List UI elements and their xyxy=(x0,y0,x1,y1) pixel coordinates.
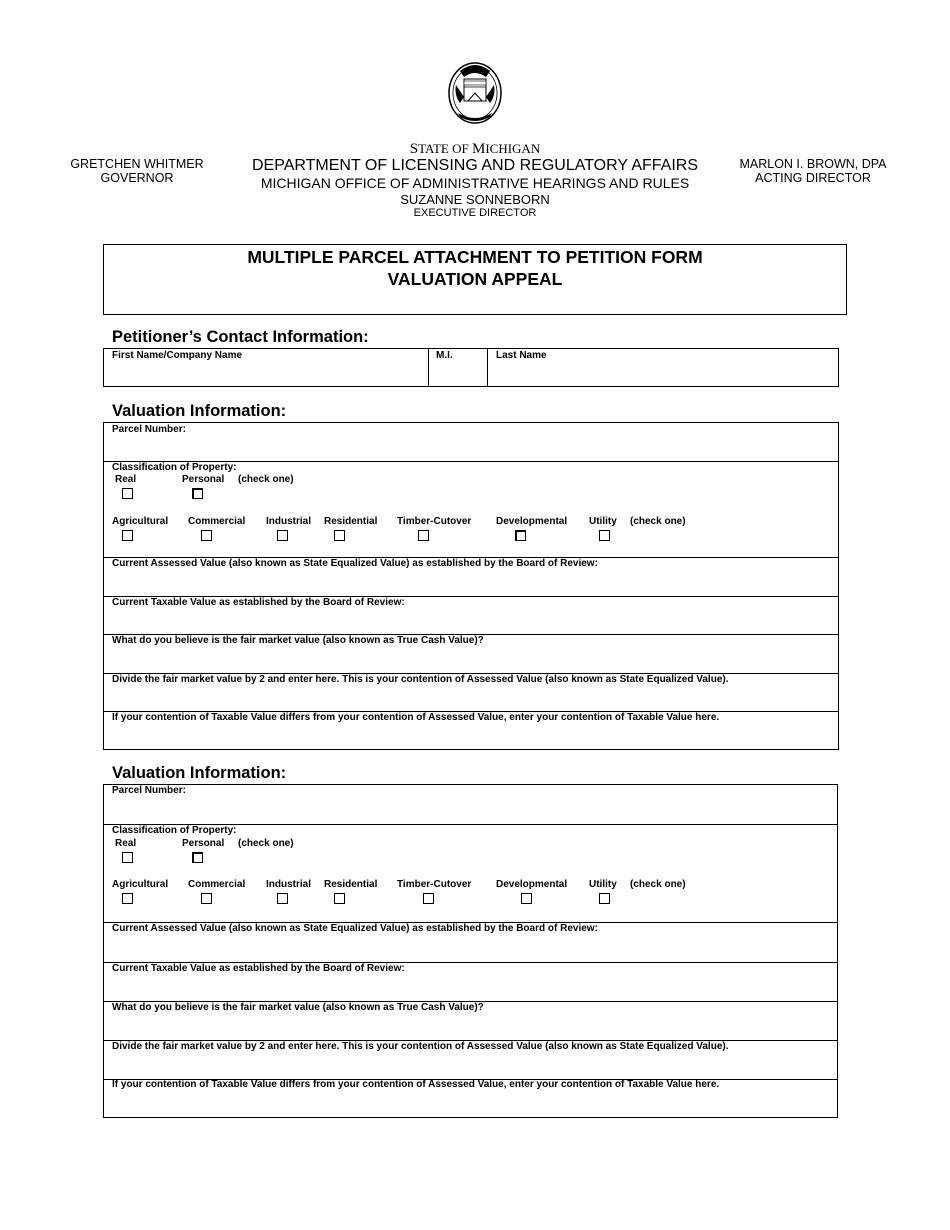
class-residential-label: Residential xyxy=(324,516,378,527)
taxable-contention-label: If your contention of Taxable Value differs from your contention of Assessed Value, enter your contention of Taxable Value here. xyxy=(112,1079,720,1090)
commercial-checkbox[interactable] xyxy=(201,893,212,904)
governor-name: GRETCHEN WHITMER xyxy=(70,157,204,171)
class-developmental-label: Developmental xyxy=(496,879,568,890)
director-name: MARLON I. BROWN, DPA xyxy=(739,157,887,171)
utility-checkbox[interactable] xyxy=(599,893,610,904)
personal-checkbox[interactable] xyxy=(192,488,203,499)
developmental-checkbox[interactable] xyxy=(521,893,532,904)
commercial-checkbox[interactable] xyxy=(201,530,212,541)
personal-label: Personal xyxy=(182,474,225,485)
valuation-heading-1: Valuation Information: xyxy=(112,402,287,420)
industrial-checkbox[interactable] xyxy=(277,893,288,904)
check-one-label: (check one) xyxy=(238,474,294,485)
class-utility-label: Utility xyxy=(589,879,617,890)
contact-table xyxy=(103,348,839,387)
divide-value-label: Divide the fair market value by 2 and enter here. This is your contention of Assessed Value (also known as State Equalized Value). xyxy=(112,1041,729,1052)
timber-checkbox[interactable] xyxy=(418,530,429,541)
parcel-number-label: Parcel Number: xyxy=(112,424,186,435)
taxable-value-label: Current Taxable Value as established by the Board of Review: xyxy=(112,597,405,608)
class-residential-label: Residential xyxy=(324,879,378,890)
utility-checkbox[interactable] xyxy=(599,530,610,541)
valuation-table-2 xyxy=(103,784,838,1118)
first-name-label: First Name/Company Name xyxy=(112,350,243,361)
class-commercial-label: Commercial xyxy=(188,516,246,527)
taxable-contention-label: If your contention of Taxable Value differs from your contention of Assessed Value, enter your contention of Taxable Value here. xyxy=(112,712,720,723)
valuation-table-1 xyxy=(103,422,839,750)
mi-label: M.I. xyxy=(436,350,453,361)
fair-market-value-label: What do you believe is the fair market value (also known as True Cash Value)? xyxy=(112,1002,484,1013)
class-utility-label: Utility xyxy=(589,516,617,527)
valuation-heading-2: Valuation Information: xyxy=(112,764,287,782)
real-label: Real xyxy=(115,838,137,849)
form-title-line2: VALUATION APPEAL xyxy=(387,269,563,289)
developmental-checkbox[interactable] xyxy=(515,530,526,541)
agricultural-checkbox[interactable] xyxy=(122,530,133,541)
last-name-label: Last Name xyxy=(496,350,547,361)
class-check-one-label: (check one) xyxy=(630,516,686,527)
parcel-number-label: Parcel Number: xyxy=(112,785,186,796)
form-title-line1: MULTIPLE PARCEL ATTACHMENT TO PETITION FORM xyxy=(247,247,703,267)
class-industrial-label: Industrial xyxy=(266,879,312,890)
executive-name: SUZANNE SONNEBORN xyxy=(400,192,550,207)
class-industrial-label: Industrial xyxy=(266,516,312,527)
classification-label: Classification of Property: xyxy=(112,825,237,836)
governor-block xyxy=(57,157,217,185)
class-check-one-label: (check one) xyxy=(630,879,686,890)
real-label: Real xyxy=(115,474,137,485)
class-agricultural-label: Agricultural xyxy=(112,516,169,527)
form-title-box xyxy=(103,244,847,315)
residential-checkbox[interactable] xyxy=(334,530,345,541)
personal-label: Personal xyxy=(182,838,225,849)
class-agricultural-label: Agricultural xyxy=(112,879,169,890)
real-checkbox[interactable] xyxy=(122,488,133,499)
class-timber-label: Timber-Cutover xyxy=(397,516,472,527)
director-title: ACTING DIRECTOR xyxy=(755,171,871,185)
governor-title: GOVERNOR xyxy=(100,171,174,185)
check-one-label: (check one) xyxy=(238,838,294,849)
director-block xyxy=(733,157,893,185)
assessed-value-label: Current Assessed Value (also known as State Equalized Value) as established by the Board of Review: xyxy=(112,923,598,934)
taxable-value-label: Current Taxable Value as established by the Board of Review: xyxy=(112,963,405,974)
assessed-value-label: Current Assessed Value (also known as State Equalized Value) as established by the Board of Review: xyxy=(112,558,598,569)
class-commercial-label: Commercial xyxy=(188,879,246,890)
executive-title: EXECUTIVE DIRECTOR xyxy=(413,207,537,219)
industrial-checkbox[interactable] xyxy=(277,530,288,541)
michigan-seal-icon xyxy=(446,57,504,125)
state-line: STATE OF MICHIGAN xyxy=(409,141,541,157)
department-name: DEPARTMENT OF LICENSING AND REGULATORY AFFAIRS xyxy=(251,157,699,174)
divide-value-label: Divide the fair market value by 2 and enter here. This is your contention of Assessed Value (also known as State Equalized Value). xyxy=(112,674,729,685)
class-developmental-label: Developmental xyxy=(496,516,568,527)
timber-checkbox[interactable] xyxy=(423,893,434,904)
residential-checkbox[interactable] xyxy=(334,893,345,904)
classification-label: Classification of Property: xyxy=(112,462,237,473)
agricultural-checkbox[interactable] xyxy=(122,893,133,904)
real-checkbox[interactable] xyxy=(122,852,133,863)
office-name: MICHIGAN OFFICE OF ADMINISTRATIVE HEARINGS AND RULES xyxy=(260,175,690,191)
fair-market-value-label: What do you believe is the fair market value (also known as True Cash Value)? xyxy=(112,635,484,646)
contact-heading: Petitioner’s Contact Information: xyxy=(112,328,369,346)
class-timber-label: Timber-Cutover xyxy=(397,879,472,890)
personal-checkbox[interactable] xyxy=(192,852,203,863)
